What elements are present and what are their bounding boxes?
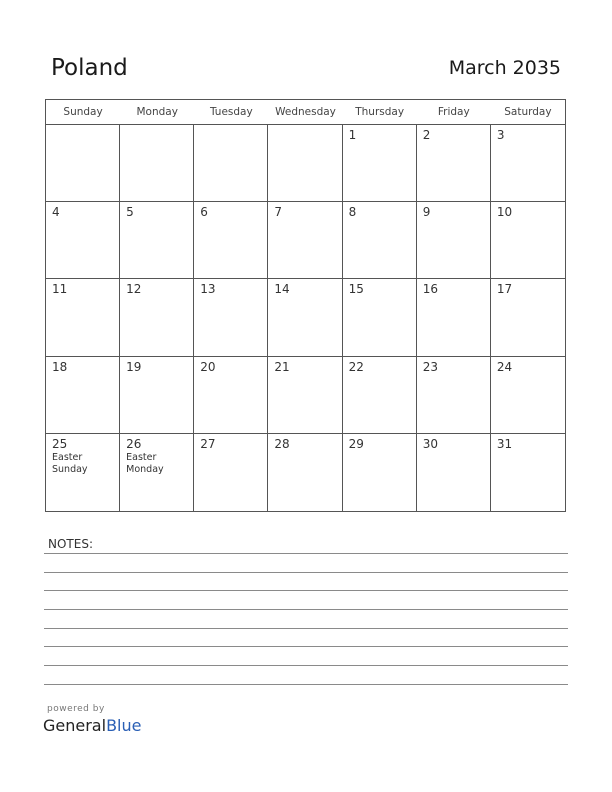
generalblue-logo [43, 716, 141, 735]
day-cell [491, 357, 565, 434]
day-number: 7 [274, 205, 283, 220]
calendar-grid [45, 99, 566, 512]
days-grid [46, 125, 565, 511]
weekday-thursday: Thursday [355, 106, 405, 118]
empty-day-cell [194, 125, 268, 202]
weekday-monday: Monday [136, 106, 178, 118]
day-number: 23 [422, 359, 438, 374]
day-cell [194, 434, 268, 511]
note-line [44, 572, 568, 573]
day-cell [46, 357, 120, 434]
day-number: 2 [422, 128, 431, 142]
day-number: 9 [422, 205, 431, 220]
day-number: 10 [496, 205, 513, 220]
note-line [44, 590, 568, 591]
day-cell [268, 202, 342, 279]
country-title: Poland [51, 55, 128, 81]
weekday-saturday: Saturday [504, 106, 552, 118]
day-number: 17 [496, 282, 513, 297]
weekday-tuesday: Tuesday [209, 106, 253, 118]
day-cell [46, 279, 120, 356]
day-cell [194, 357, 268, 434]
brand-general: General [43, 716, 107, 735]
note-line [44, 553, 568, 554]
day-cell [343, 357, 417, 434]
day-cell [491, 434, 565, 511]
day-cell [343, 202, 417, 279]
weekday-friday: Friday [437, 106, 470, 118]
day-cell [120, 202, 194, 279]
day-number: 28 [274, 436, 290, 451]
day-cell [46, 202, 120, 279]
day-number: 6 [200, 205, 208, 220]
holiday-label: Easter Monday [126, 451, 164, 475]
day-number: 29 [348, 436, 364, 451]
day-cell [491, 202, 565, 279]
day-cell [491, 279, 565, 356]
day-number: 27 [200, 436, 216, 451]
notes-label: NOTES: [48, 537, 93, 551]
day-number: 31 [496, 436, 513, 451]
day-number: 21 [274, 359, 290, 374]
holiday-label: Easter Sunday [52, 451, 88, 475]
day-cell [268, 434, 342, 511]
note-line [44, 646, 568, 647]
brand-blue: Blue [106, 716, 142, 735]
note-line [44, 684, 568, 685]
day-cell [343, 434, 417, 511]
powered-by-text: powered by [47, 704, 105, 714]
weekday-header-row [46, 100, 565, 125]
day-cell [194, 202, 268, 279]
day-number: 3 [496, 128, 505, 142]
day-number: 18 [52, 359, 68, 374]
day-number: 16 [422, 282, 438, 297]
day-cell [343, 279, 417, 356]
day-number: 15 [348, 282, 364, 297]
empty-day-cell [120, 125, 194, 202]
day-cell [417, 357, 491, 434]
day-cell [417, 279, 491, 356]
day-cell [120, 357, 194, 434]
day-number: 20 [200, 359, 216, 374]
weekday-sunday: Sunday [63, 106, 103, 118]
day-number: 24 [496, 359, 513, 374]
day-number: 19 [126, 359, 142, 374]
day-number: 25 [52, 436, 68, 451]
note-line [44, 609, 568, 610]
day-cell [343, 125, 417, 202]
day-number: 5 [126, 205, 134, 220]
day-cell [417, 125, 491, 202]
day-number: 13 [200, 282, 216, 297]
day-number: 14 [274, 282, 290, 297]
day-cell [120, 279, 194, 356]
empty-day-cell [46, 125, 120, 202]
month-year-title: March 2035 [448, 57, 561, 79]
weekday-wednesday: Wednesday [275, 106, 336, 118]
day-number: 1 [348, 128, 357, 142]
empty-day-cell [268, 125, 342, 202]
day-cell [120, 434, 194, 511]
note-line [44, 665, 568, 666]
day-cell [417, 434, 491, 511]
day-number: 22 [348, 359, 364, 374]
day-number: 12 [126, 282, 142, 297]
day-cell [268, 357, 342, 434]
day-number: 26 [126, 436, 142, 451]
day-cell [194, 279, 268, 356]
day-number: 8 [348, 205, 357, 220]
day-cell [417, 202, 491, 279]
day-cell [491, 125, 565, 202]
note-line [44, 628, 568, 629]
day-number: 30 [422, 436, 438, 451]
day-cell [46, 434, 120, 511]
day-number: 4 [52, 205, 60, 220]
day-number: 11 [52, 282, 68, 297]
day-cell [268, 279, 342, 356]
